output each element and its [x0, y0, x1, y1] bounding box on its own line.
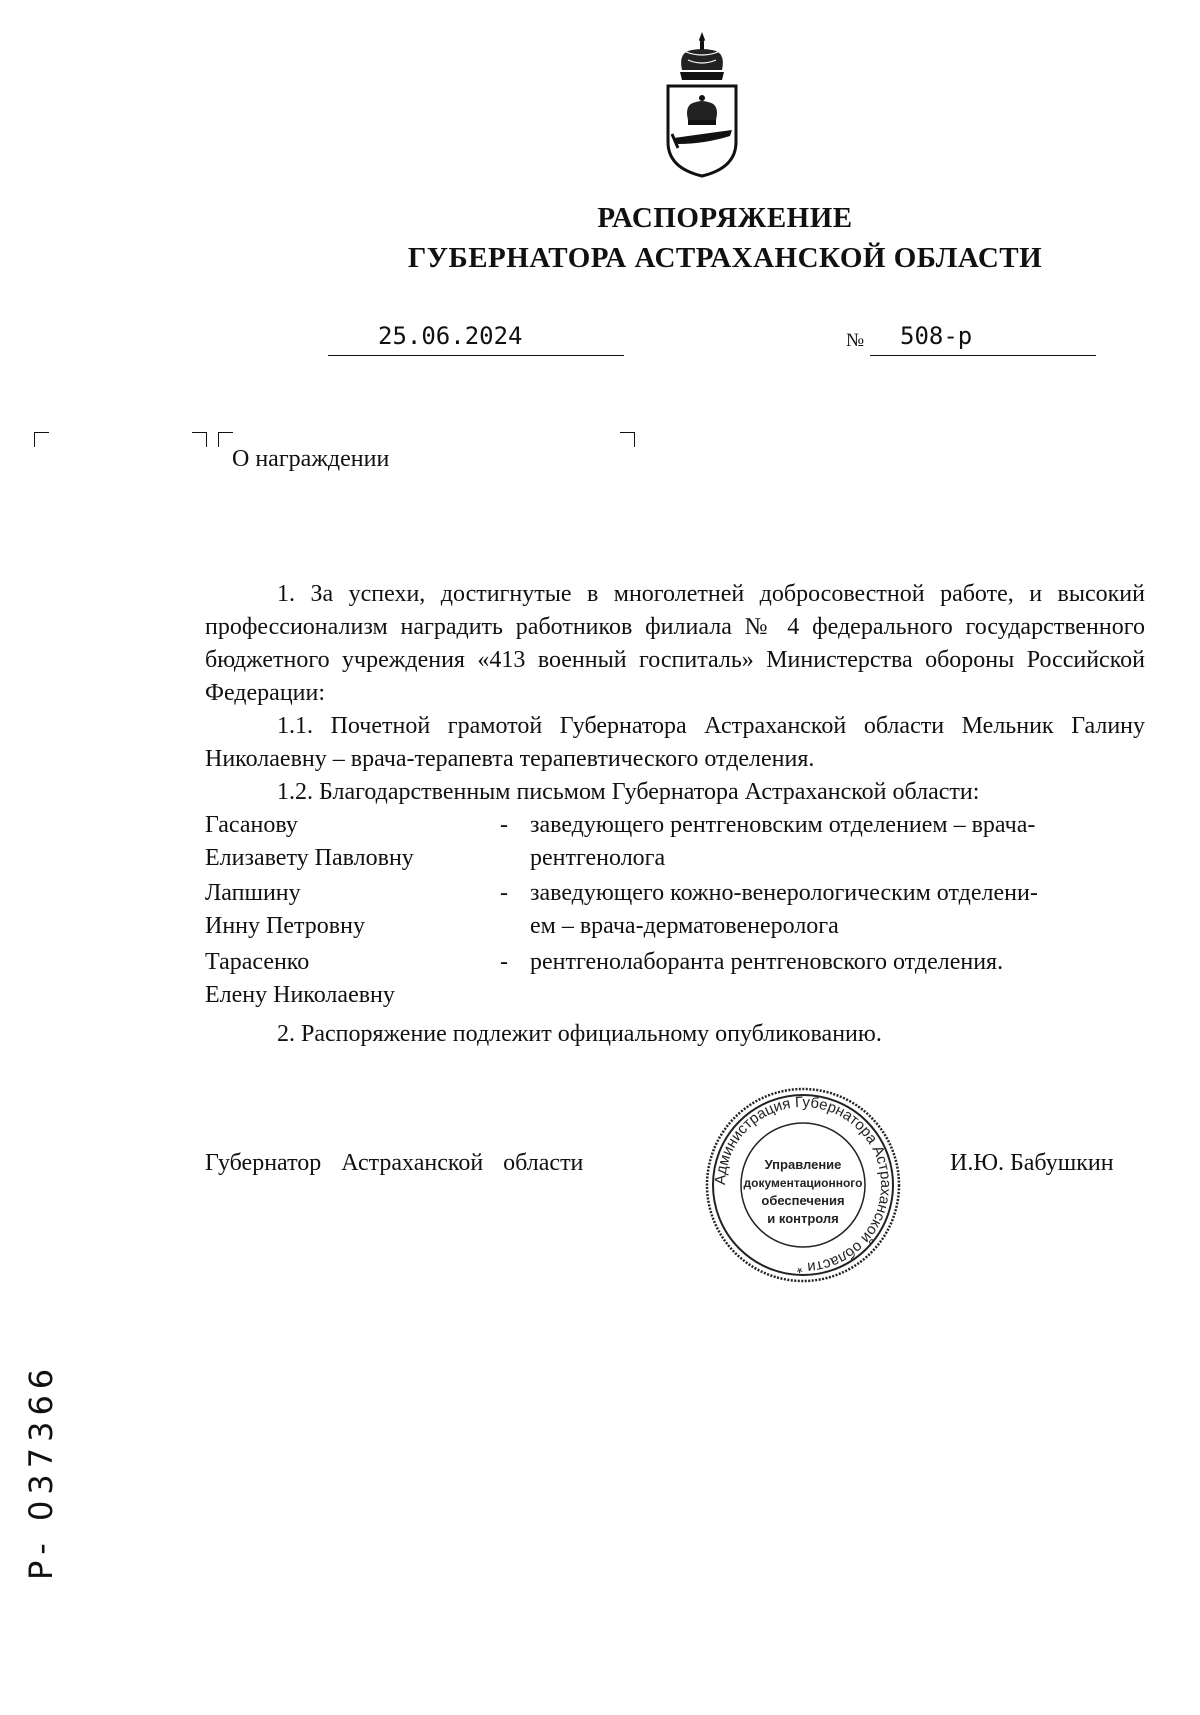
paragraph-1-1: 1.1. Почетной грамотой Губернатора Астраханской области Мельник Галину Николаевну – врача-терапевта терапевтического отделения.	[205, 713, 1145, 772]
signatory-position: Губернатор Астраханской области	[205, 1150, 584, 1176]
signatory-name: И.Ю. Бабушкин	[950, 1150, 1114, 1176]
issuer-title: ГУБЕРНАТОРА АСТРАХАНСКОЙ ОБЛАСТИ	[407, 242, 1043, 274]
corner-mark-subject-open-right	[192, 432, 207, 447]
document-subject: О награждении	[232, 446, 390, 472]
awardee-surname: Гасанову	[205, 812, 298, 838]
awardee-surname: Тарасенко	[205, 949, 310, 975]
paragraph-1: 1. За успехи, достигнутые в многолетней добросовестной работе, и высокий профессионализм наградить работников филиала № 4 федерального государственного бюджетного учреждения «413 военный госпиталь» Министерства обороны Российской Федерации:	[205, 581, 1145, 706]
awardee-dash: -	[500, 812, 508, 838]
corner-mark-subject-open-left	[218, 432, 233, 447]
awardee-role-line: заведующего кожно-венерологическим отделени-	[530, 880, 1038, 906]
document-number-field	[870, 322, 1096, 356]
awardee-role-line: рентгенолаборанта рентгеновского отделения.	[530, 949, 1004, 975]
awardee-dash: -	[500, 880, 508, 906]
awardee-role-line: ем – врача-дерматовенеролога	[530, 913, 839, 939]
stamp-ring-text: Администрация Губернатора Астраханской области *	[711, 1093, 895, 1277]
stamp-center-line: обеспечения	[761, 1193, 845, 1208]
stamp-center-line: Управление	[764, 1157, 842, 1172]
awardee-given-name: Инну Петровну	[205, 913, 365, 939]
document-date: 25.06.2024	[378, 322, 523, 350]
awardee-dash: -	[500, 949, 508, 975]
awardee-given-name: Елизавету Павловну	[205, 845, 414, 871]
corner-mark-left	[34, 432, 49, 447]
coat-of-arms-emblem	[658, 30, 746, 180]
awardee-role-line: рентгенолога	[530, 845, 666, 871]
document-number: 508-р	[900, 322, 973, 350]
stamp-center-line: и контроля	[767, 1211, 839, 1226]
registration-code: Р- 037366	[22, 1362, 60, 1580]
official-stamp	[703, 1085, 903, 1285]
awardee-given-name: Елену Николаевну	[205, 982, 395, 1008]
stamp-center-line: документационного	[743, 1176, 863, 1190]
number-label: №	[846, 330, 865, 351]
paragraph-1-2: 1.2. Благодарственным письмом Губернатора Астраханской области:	[277, 779, 980, 805]
awardee-role-line: заведующего рентгеновским отделением – врача-	[530, 812, 1036, 838]
awardee-surname: Лапшину	[205, 880, 301, 906]
paragraph-2: 2. Распоряжение подлежит официальному опубликованию.	[277, 1021, 882, 1047]
document-date-field	[328, 322, 624, 356]
corner-mark-subject-close	[620, 432, 635, 447]
document-type-title: РАСПОРЯЖЕНИЕ	[597, 202, 853, 234]
